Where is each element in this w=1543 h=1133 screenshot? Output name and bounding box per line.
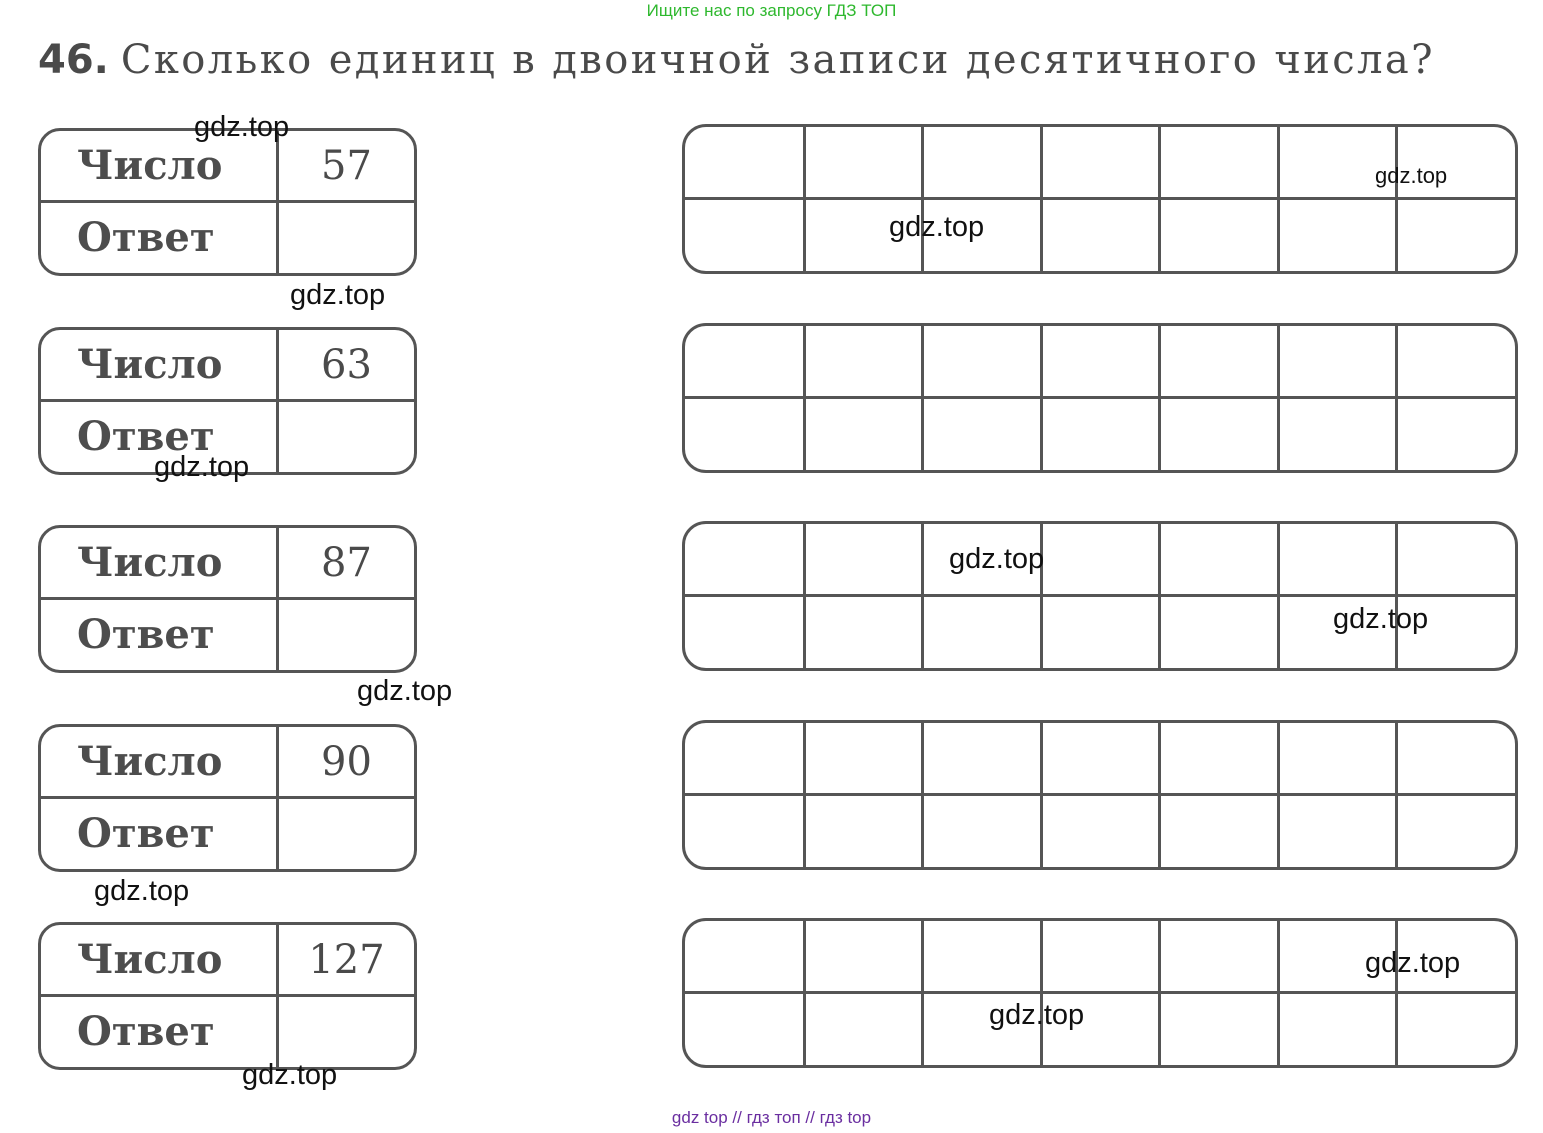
grid-cell[interactable]: [1159, 597, 1278, 668]
answer-cell[interactable]: [279, 600, 414, 670]
grid-divider: [1158, 921, 1161, 1065]
grid-cell[interactable]: [804, 921, 923, 991]
divider: [276, 727, 279, 869]
answer-cell[interactable]: [279, 997, 414, 1067]
grid-cell[interactable]: [804, 796, 923, 867]
grid-cell[interactable]: [1278, 200, 1397, 271]
answer-label: Ответ: [77, 810, 215, 857]
grid-cell[interactable]: [685, 994, 804, 1065]
bottom-banner: gdz top // гдз топ // гдз top: [671, 1108, 872, 1127]
number-value: 87: [321, 540, 372, 586]
watermark: gdz.top: [242, 1059, 338, 1091]
grid-divider: [921, 921, 924, 1065]
grid-divider: [685, 594, 1515, 597]
grid-cell[interactable]: [804, 994, 923, 1065]
grid-cell[interactable]: [1041, 399, 1160, 470]
grid-cell[interactable]: [685, 723, 804, 793]
answer-label: Ответ: [77, 214, 215, 261]
grid-divider: [1395, 723, 1398, 867]
task-number: 46.: [38, 37, 109, 83]
binary-grid: [682, 918, 1518, 1068]
watermark: gdz.top: [357, 675, 453, 707]
grid-divider: [1395, 326, 1398, 470]
watermark: gdz.top: [290, 279, 386, 311]
number-label: Число: [77, 341, 223, 388]
watermark: gdz.top: [1333, 603, 1429, 635]
number-value: 127: [308, 937, 385, 983]
number-label: Число: [77, 539, 223, 586]
divider: [276, 925, 279, 1067]
grid-cell[interactable]: [685, 399, 804, 470]
number-answer-table: [38, 525, 417, 673]
grid-cell[interactable]: [1041, 796, 1160, 867]
grid-cell[interactable]: [1159, 200, 1278, 271]
answer-row: [41, 799, 414, 869]
divider: [276, 330, 279, 472]
number-answer-table: [38, 128, 417, 276]
grid-divider: [803, 921, 806, 1065]
grid-cell[interactable]: [1278, 399, 1397, 470]
grid-cell[interactable]: [922, 796, 1041, 867]
answer-cell[interactable]: [279, 799, 414, 869]
grid-cell[interactable]: [1396, 326, 1515, 396]
number-value: 57: [321, 143, 372, 189]
grid-cell[interactable]: [1159, 399, 1278, 470]
number-answer-table: [38, 724, 417, 872]
grid-cell[interactable]: [1041, 524, 1160, 594]
grid-cell[interactable]: [804, 127, 923, 197]
grid-divider: [1158, 524, 1161, 668]
grid-cell[interactable]: [1159, 326, 1278, 396]
grid-cell[interactable]: [1041, 127, 1160, 197]
grid-cell[interactable]: [922, 399, 1041, 470]
grid-cell[interactable]: [685, 326, 804, 396]
grid-divider: [1158, 127, 1161, 271]
grid-cell[interactable]: [1159, 127, 1278, 197]
watermark: gdz.top: [194, 111, 290, 143]
grid-divider: [1040, 723, 1043, 867]
watermark: gdz.top: [1365, 947, 1461, 979]
grid-divider: [921, 127, 924, 271]
grid-cell[interactable]: [804, 597, 923, 668]
number-label: Число: [77, 936, 223, 983]
grid-divider: [685, 197, 1515, 200]
grid-divider: [685, 396, 1515, 399]
grid-divider: [1277, 921, 1280, 1065]
grid-divider: [803, 326, 806, 470]
grid-divider: [685, 991, 1515, 994]
grid-cell[interactable]: [804, 399, 923, 470]
grid-cell[interactable]: [1041, 200, 1160, 271]
exercise-row: [0, 922, 1543, 1068]
answer-label: Ответ: [77, 1008, 215, 1055]
grid-cell[interactable]: [1396, 524, 1515, 594]
number-row: [41, 528, 414, 598]
number-answer-table: [38, 922, 417, 1070]
grid-cell[interactable]: [922, 723, 1041, 793]
grid-cell[interactable]: [685, 200, 804, 271]
grid-cell[interactable]: [1159, 723, 1278, 793]
watermark: gdz.top: [989, 999, 1085, 1031]
grid-cell[interactable]: [685, 921, 804, 991]
grid-divider: [921, 326, 924, 470]
grid-divider: [1395, 921, 1398, 1065]
grid-cell[interactable]: [685, 796, 804, 867]
binary-grid: [682, 124, 1518, 274]
binary-grid: [682, 720, 1518, 870]
answer-label: Ответ: [77, 611, 215, 658]
watermark: gdz.top: [94, 875, 190, 907]
grid-cell[interactable]: [1278, 994, 1397, 1065]
grid-cell[interactable]: [1278, 723, 1397, 793]
binary-grid: [682, 323, 1518, 473]
grid-divider: [1158, 326, 1161, 470]
grid-cell[interactable]: [685, 524, 804, 594]
grid-divider: [921, 723, 924, 867]
number-label: Число: [77, 142, 223, 189]
grid-cell[interactable]: [922, 597, 1041, 668]
grid-cell[interactable]: [1159, 994, 1278, 1065]
watermark: gdz.top: [889, 211, 985, 243]
answer-row: [41, 203, 414, 273]
number-value: 63: [321, 342, 372, 388]
grid-divider: [685, 793, 1515, 796]
grid-cell[interactable]: [1396, 796, 1515, 867]
task-title: [38, 34, 1435, 86]
top-banner: Ищите нас по запросу ГДЗ ТОП: [646, 1, 897, 20]
grid-cell[interactable]: [804, 326, 923, 396]
grid-cell[interactable]: [804, 524, 923, 594]
exercise-row: [0, 128, 1543, 274]
grid-divider: [803, 127, 806, 271]
grid-divider: [1277, 326, 1280, 470]
grid-cell[interactable]: [1159, 524, 1278, 594]
grid-divider: [803, 524, 806, 668]
grid-divider: [921, 524, 924, 668]
grid-cell[interactable]: [1041, 723, 1160, 793]
grid-cell[interactable]: [804, 723, 923, 793]
exercise-row: [0, 724, 1543, 870]
grid-cell[interactable]: [1041, 921, 1160, 991]
grid-divider: [1395, 127, 1398, 271]
grid-cell[interactable]: [1396, 723, 1515, 793]
binary-grid: [682, 521, 1518, 671]
grid-divider: [1040, 326, 1043, 470]
answer-cell[interactable]: [279, 203, 414, 273]
grid-cell[interactable]: [1396, 994, 1515, 1065]
grid-cell[interactable]: [1278, 326, 1397, 396]
grid-divider: [803, 723, 806, 867]
answer-row: [41, 600, 414, 670]
grid-cell[interactable]: [685, 127, 804, 197]
number-row: [41, 330, 414, 400]
number-value: 90: [321, 739, 372, 785]
watermark: gdz.top: [1375, 163, 1448, 188]
grid-divider: [1277, 127, 1280, 271]
grid-cell[interactable]: [1278, 796, 1397, 867]
grid-cell[interactable]: [1041, 326, 1160, 396]
number-row: [41, 925, 414, 995]
grid-cell[interactable]: [1159, 921, 1278, 991]
grid-cell[interactable]: [922, 326, 1041, 396]
answer-label: Ответ: [77, 413, 215, 460]
exercise-row: [0, 525, 1543, 671]
grid-divider: [1158, 723, 1161, 867]
grid-divider: [1277, 723, 1280, 867]
answer-cell[interactable]: [279, 402, 414, 472]
grid-cell[interactable]: [922, 921, 1041, 991]
grid-divider: [1040, 127, 1043, 271]
grid-cell[interactable]: [1396, 399, 1515, 470]
divider: [276, 131, 279, 273]
grid-cell[interactable]: [922, 127, 1041, 197]
grid-divider: [1277, 524, 1280, 668]
grid-divider: [1395, 524, 1398, 668]
grid-cell[interactable]: [1278, 524, 1397, 594]
task-question: Сколько единиц в двоичной записи десятичного числа?: [120, 37, 1435, 83]
divider: [276, 528, 279, 670]
answer-row: [41, 997, 414, 1067]
grid-cell[interactable]: [685, 597, 804, 668]
grid-divider: [1040, 921, 1043, 1065]
grid-cell[interactable]: [1041, 597, 1160, 668]
watermark: gdz.top: [154, 451, 250, 483]
watermark: gdz.top: [949, 543, 1045, 575]
number-label: Число: [77, 738, 223, 785]
number-row: [41, 727, 414, 797]
grid-cell[interactable]: [1159, 796, 1278, 867]
grid-cell[interactable]: [1396, 200, 1515, 271]
